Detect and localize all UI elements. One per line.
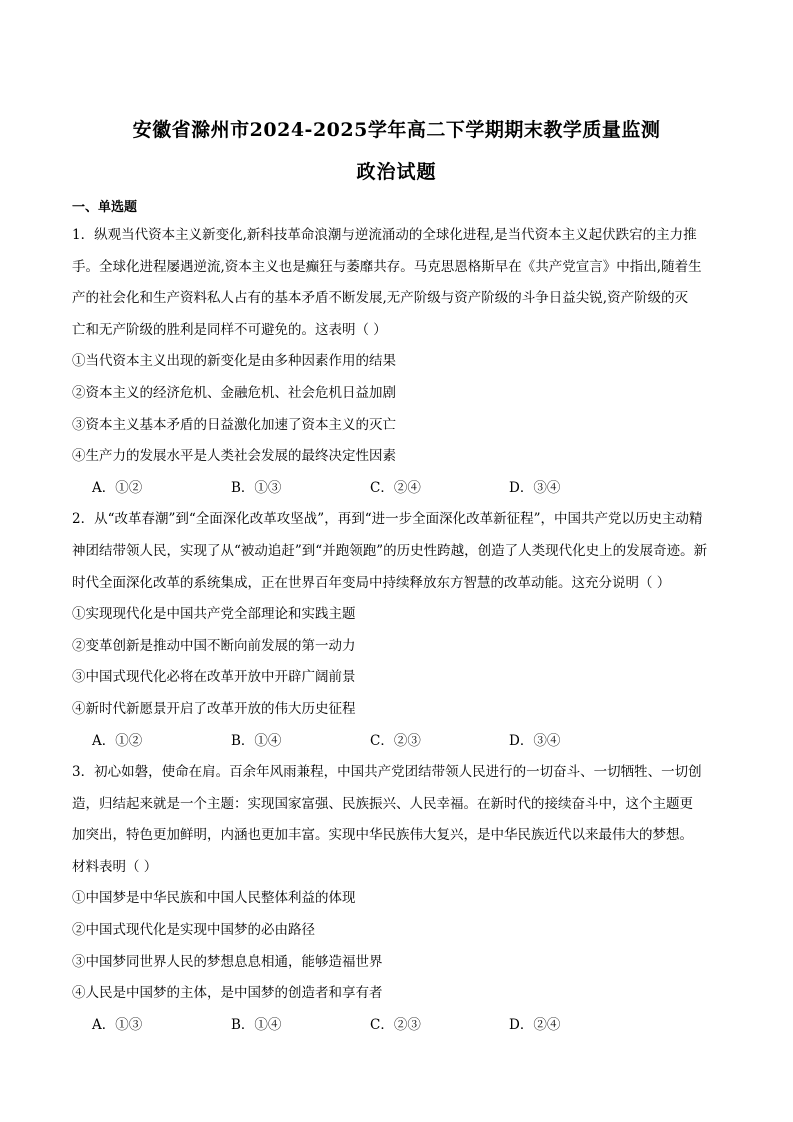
question-2-option-b: B．①④ [231,732,282,749]
question-3-options [72,1010,732,1042]
question-3-stem-line-1: 3．初心如磐，使命在肩。百余年风雨兼程，中国共产党团结带领人民进行的一切奋斗、一切牺牲、一切创 [72,764,702,781]
question-1-stem-line-1: 1．纵观当代资本主义新变化,新科技革命浪潮与逆流涌动的全球化进程,是当代资本主义起伏跌宕的主力推 [72,227,697,243]
question-list [72,220,732,1041]
question-1-option-a: A．①② [92,479,143,496]
question-3-option-b: B．①④ [231,1016,282,1033]
question-2 [72,504,732,757]
question-3-option-a: A．①③ [92,1016,143,1033]
question-1-option-d: D．③④ [509,479,561,496]
question-1 [72,220,732,504]
question-1-options [72,473,732,505]
question-1-stem-line-3: 产的社会化和生产资料私人占有的基本矛盾不断发展,无产阶级与资产阶级的斗争日益尖锐,资产阶级的灭 [72,290,689,307]
question-2-option-c: C．②③ [370,732,421,749]
question-3-option-c: C．②③ [370,1016,421,1033]
question-3 [72,757,732,1041]
section-heading: 一、单选题 [72,200,138,215]
question-1-stem-line-2: 手。全球化进程屡遇逆流,资本主义也是癫狂与萎靡共存。马克思恩格斯早在《共产党宣言》中指出,随着生 [72,258,702,275]
question-3-statement-1: ①中国梦是中华民族和中国人民整体利益的体现 [72,890,356,907]
question-2-statement-3: ③中国式现代化必将在改革开放中开辟广阔前景 [72,669,356,686]
question-2-options [72,726,732,758]
question-3-stem-line-2: 造，归结起来就是一个主题：实现国家富强、民族振兴、人民幸福。在新时代的接续奋斗中，这个主题更 [72,795,693,812]
question-1-option-c: C．②④ [370,479,421,496]
question-1-statement-3: ③资本主义基本矛盾的日益激化加速了资本主义的灭亡 [72,416,396,433]
document-title: 安徽省滁州市2024-2025学年高二下学期期末教学质量监测 [132,119,661,141]
question-3-statement-2: ②中国式现代化是实现中国梦的必由路径 [72,922,315,939]
question-1-statement-2: ②资本主义的经济危机、金融危机、社会危机日益加剧 [72,384,396,401]
question-3-option-d: D．②④ [509,1016,561,1033]
question-2-stem-line-1: 2．从“改革春潮”到“全面深化改革攻坚战”，再到“进一步全面深化改革新征程”，中国共产党以历史主动精 [72,511,703,528]
question-3-stem-line-4: 材料表明（ ） [72,858,158,875]
question-2-option-a: A．①② [92,732,143,749]
question-2-statement-1: ①实现现代化是中国共产党全部理论和实践主题 [72,606,356,623]
question-1-statement-1: ①当代资本主义出现的新变化是由多种因素作用的结果 [72,353,396,370]
question-2-statement-4: ④新时代新愿景开启了改革开放的伟大历史征程 [72,700,356,717]
question-3-stem-line-3: 加突出，特色更加鲜明，内涵也更加丰富。实现中华民族伟大复兴，是中华民族近代以来最伟大的梦想。 [72,827,693,844]
document-subtitle: 政治试题 [356,161,437,183]
question-2-stem-line-2: 神团结带领人民，实现了从“被动追赶”到“并跑领跑”的历史性跨越，创造了人类现代化史上的发展奇迹。新 [72,542,708,559]
question-1-stem-line-4: 亡和无产阶级的胜利是同样不可避免的。这表明（ ） [72,321,387,338]
question-1-statement-4: ④生产力的发展水平是人类社会发展的最终决定性因素 [72,448,396,465]
question-3-statement-3: ③中国梦同世界人民的梦想息息相通，能够造福世界 [72,953,383,970]
question-2-option-d: D．③④ [509,732,561,749]
question-2-stem-line-3: 时代全面深化改革的系统集成，正在世界百年变局中持续释放东方智慧的改革动能。这充分说明（ ） [72,574,671,591]
question-2-statement-2: ②变革创新是推动中国不断向前发展的第一动力 [72,637,356,654]
question-3-statement-4: ④人民是中国梦的主体，是中国梦的创造者和享有者 [72,985,383,1002]
question-1-option-b: B．①③ [231,479,282,496]
